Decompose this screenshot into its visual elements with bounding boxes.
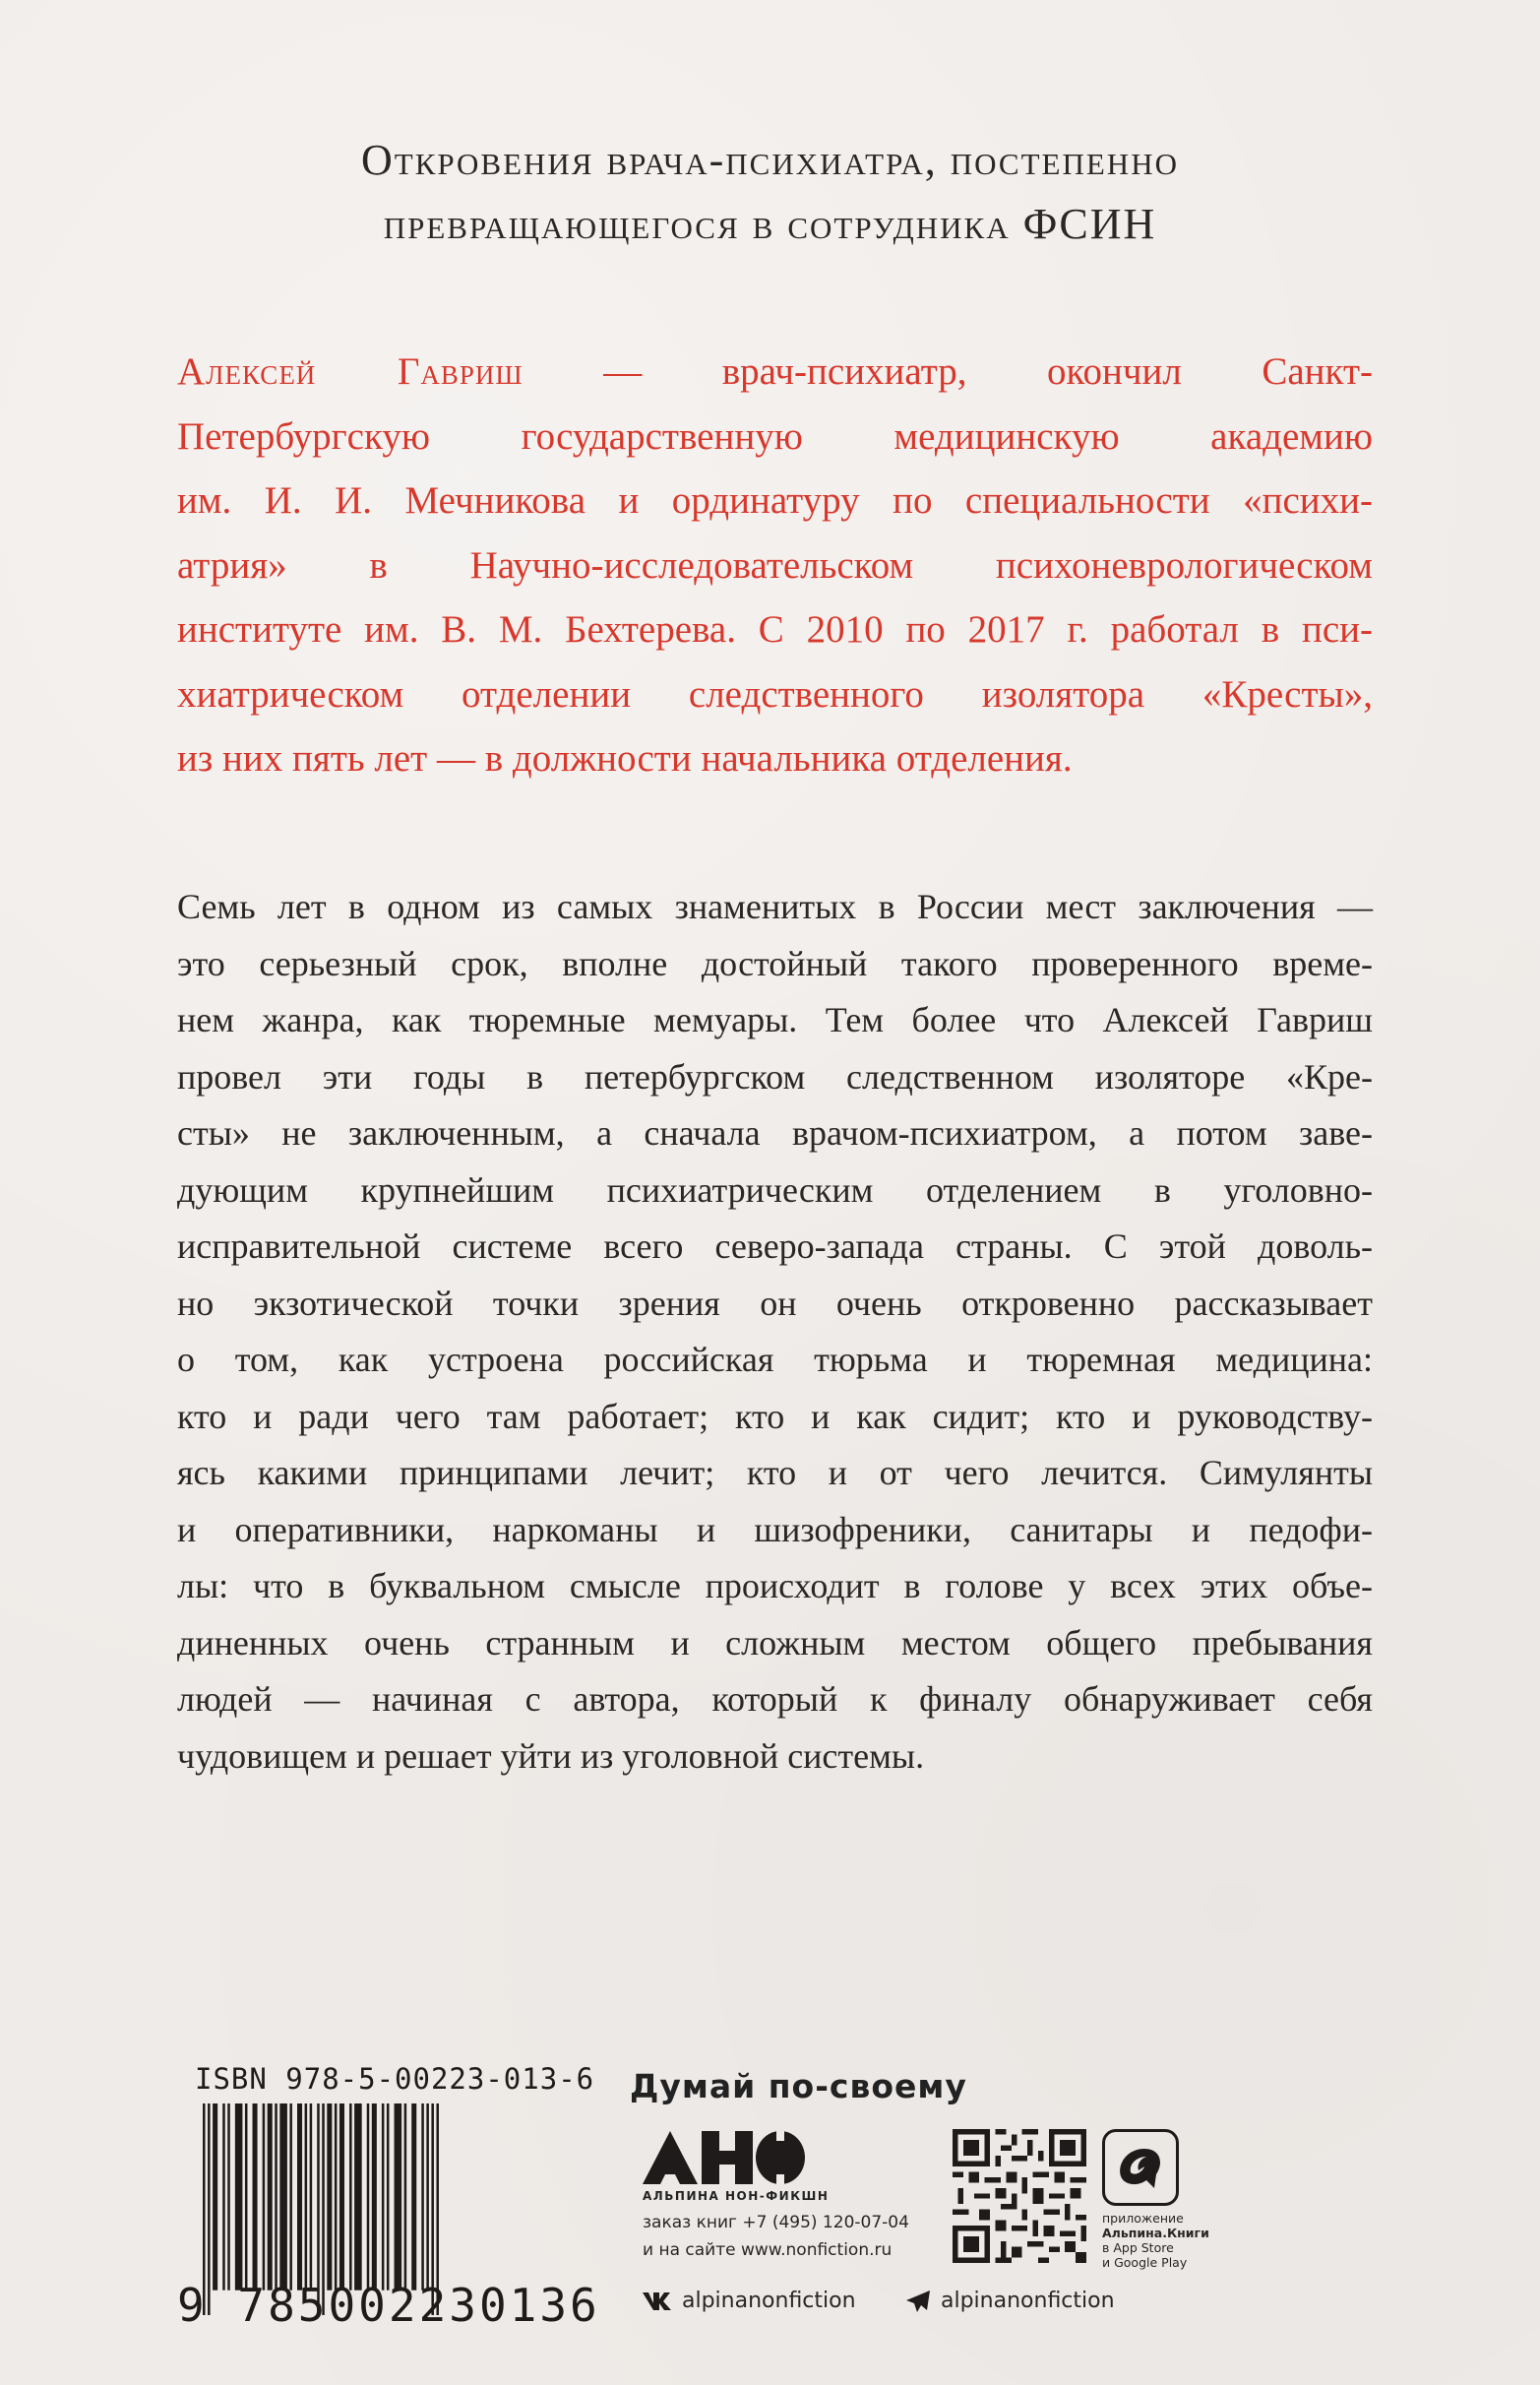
description-line: провел эти годы в петербургском следственном изоляторе «Кре- xyxy=(177,1056,1373,1097)
bio-line: Алексей Гавриш — врач-психиатр, окончил Санкт- xyxy=(177,350,1373,393)
description-line: но экзотической точки зрения он очень откровенно рассказывает xyxy=(177,1283,1373,1323)
app-promo-caption: приложение Альпина.Книги в App Store и Google Play xyxy=(1102,2211,1209,2270)
description-line: людей — начиная с автора, который к финалу обнаруживает себя xyxy=(177,1679,1373,1719)
telegram-icon xyxy=(905,2290,931,2313)
description-line: Семь лет в одном из самых знаменитых в России мест заключения — xyxy=(177,887,1373,926)
publisher-site: и на сайте www.nonfiction.ru xyxy=(643,2240,893,2260)
author-bio xyxy=(177,340,1373,791)
description-line: кто и ради чего там работает; кто и как сидит; кто и руководству- xyxy=(177,1396,1373,1436)
description-line: нем жанра, как тюремные мемуары. Тем более что Алексей Гавриш xyxy=(177,1000,1373,1039)
vk-link[interactable] xyxy=(643,2289,856,2313)
description-line: сты» не заключенным, а сначала врачом-психиатром, а потом заве- xyxy=(177,1113,1373,1153)
bio-line: им. И. И. Мечникова и ординатуру по специальности «психи- xyxy=(177,479,1373,522)
bio-line: Петербургскую государственную медицинскую академию xyxy=(177,414,1373,458)
vk-icon xyxy=(643,2291,672,2311)
tagline-line-2: превращающегося в сотрудника ФСИН xyxy=(383,200,1157,248)
publisher-name: АЛЬПИНА НОН-ФИКШН xyxy=(643,2189,830,2203)
barcode-icon xyxy=(203,2103,439,2308)
author-name: Алексей Гавриш xyxy=(177,350,524,393)
description-line: диненных очень странным и сложным местом общего пребывания xyxy=(177,1622,1373,1663)
description-line: лы: что в буквальном смысле происходит в голове у всех этих объе- xyxy=(177,1566,1373,1605)
publisher-contacts xyxy=(643,2209,909,2264)
publisher-slogan: Думай по-своему xyxy=(630,2067,967,2105)
description-line: исправительной системе всего северо-запада страны. С этой доволь- xyxy=(177,1226,1373,1266)
description-line: это серьезный срок, вполне достойный такого проверенного време- xyxy=(177,943,1373,983)
publisher-logo-icon xyxy=(643,2131,805,2184)
telegram-handle: alpinanonfiction xyxy=(941,2289,1115,2313)
vk-handle: alpinanonfiction xyxy=(682,2289,856,2313)
isbn-label: ISBN 978-5-00223-013-6 xyxy=(195,2062,595,2096)
tagline-line-1: Откровения врача-психиатра, постепенно xyxy=(361,136,1179,184)
bio-line: институте им. В. М. Бехтерева. С 2010 по 2017 г. работал в пси- xyxy=(177,608,1373,651)
description-line: чудовищем и решает уйти из уголовной системы. xyxy=(177,1735,925,1776)
order-phone: заказ книг +7 (495) 120-07-04 xyxy=(643,2213,909,2232)
alpina-app-icon[interactable] xyxy=(1102,2129,1179,2206)
bio-line: хиатрическом отделении следственного изолятора «Кресты», xyxy=(177,672,1373,716)
cover-tagline xyxy=(0,128,1540,256)
isbn-barcode-block xyxy=(177,2062,600,2348)
description-line: о том, как устроена российская тюрьма и тюремная медицина: xyxy=(177,1340,1373,1379)
description-line: ясь какими принципами лечит; кто и от чего лечится. Симулянты xyxy=(177,1453,1373,1492)
qr-code-icon[interactable] xyxy=(953,2129,1086,2263)
bio-line: атрия» в Научно-исследовательском психоневрологическом xyxy=(177,543,1373,587)
description-line: и оперативники, наркоманы и шизофреники, санитары и педофи- xyxy=(177,1509,1373,1549)
description-line: дующим крупнейшим психиатрическим отделением в уголовно- xyxy=(177,1169,1373,1210)
telegram-link[interactable] xyxy=(905,2289,1115,2313)
book-description xyxy=(177,879,1373,1785)
ean-digits: 9 785002230136 xyxy=(177,2279,600,2332)
bio-line: из них пять лет — в должности начальника отделения. xyxy=(177,737,1073,780)
